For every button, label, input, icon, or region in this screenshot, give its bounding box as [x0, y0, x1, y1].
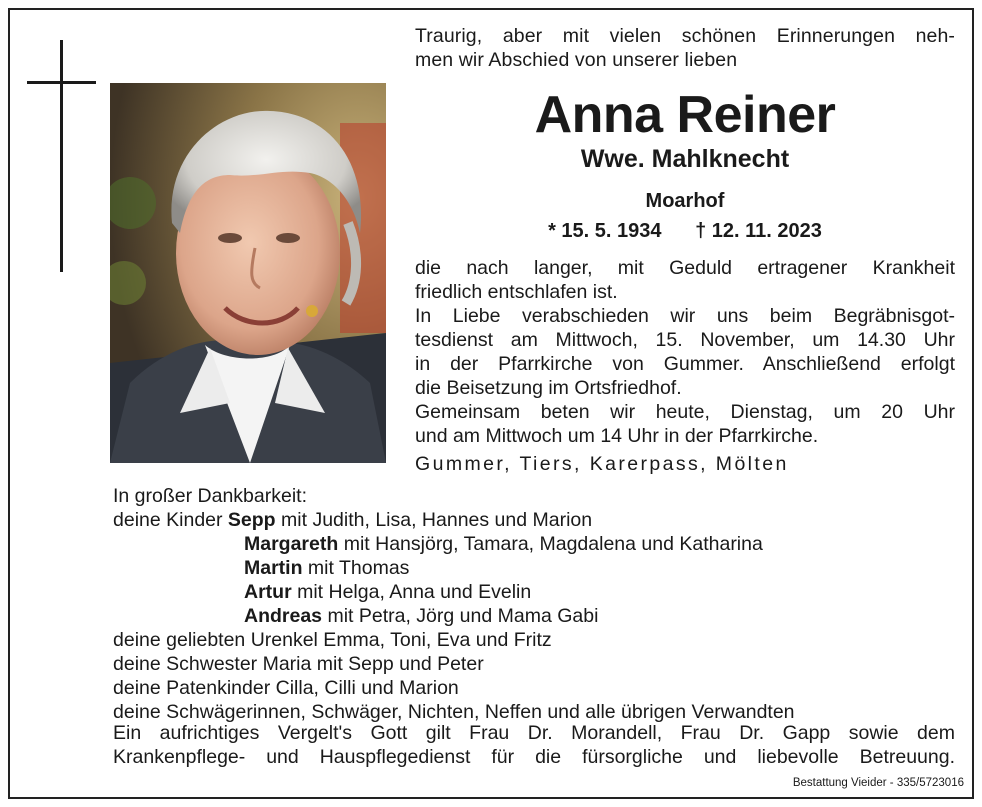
- closing-text: [113, 721, 955, 769]
- text-line: Gemeinsam beten wir heute, Dienstag, um 20 Uhr: [415, 401, 955, 423]
- farm-name: Moarhof: [645, 190, 725, 212]
- closing-line: Ein aufrichtiges Vergelt's Gott gilt Frau Dr. Morandell, Frau Dr. Gapp sowie dem: [113, 722, 955, 744]
- text-line: und am Mittwoch um 14 Uhr in der Pfarrkirche.: [415, 425, 819, 447]
- intro-text: [415, 24, 955, 72]
- text-line: die nach langer, mit Geduld ertragener Krankheit: [415, 257, 955, 279]
- intro-line: men wir Abschied von unserer lieben: [415, 49, 738, 71]
- child-family: mit Thomas: [307, 557, 410, 579]
- child-family: mit Judith, Lisa, Hannes und Marion: [281, 509, 593, 531]
- text-line: friedlich entschlafen ist.: [415, 281, 618, 303]
- mourner-line: [113, 580, 963, 604]
- widow-of: Wwe. Mahlknecht: [580, 145, 790, 173]
- child-family: mit Helga, Anna und Evelin: [297, 581, 532, 603]
- child-family: mit Hansjörg, Tamara, Magdalena und Katharina: [343, 533, 763, 555]
- mourner-line: deine geliebten Urenkel Emma, Toni, Eva und Fritz: [113, 629, 552, 651]
- portrait-photo: [110, 83, 386, 463]
- child-name: Artur: [244, 581, 292, 603]
- child-name: Margareth: [244, 533, 339, 555]
- mourner-line: [113, 604, 963, 628]
- mourners-list: [113, 484, 963, 724]
- thanks-heading: In großer Dankbarkeit:: [113, 485, 308, 507]
- closing-line: Krankenpflege- und Hauspflegedienst für die fürsorgliche und liebevolle Betreuung.: [113, 746, 955, 768]
- cross-icon: [60, 40, 63, 272]
- text-line: die Beisetzung im Ortsfriedhof.: [415, 377, 682, 399]
- mourner-line: [113, 556, 963, 580]
- text-line: tesdienst am Mittwoch, 15. November, um 14.30 Uhr: [415, 329, 955, 351]
- deceased-name: Anna Reiner: [534, 86, 836, 144]
- mourner-line: deine Patenkinder Cilla, Cilli und Marion: [113, 677, 459, 699]
- child-name: Martin: [244, 557, 303, 579]
- children-prefix: deine Kinder: [113, 509, 223, 531]
- intro-line: Traurig, aber mit vielen schönen Erinnerungen neh-: [415, 25, 955, 47]
- text-line: in der Pfarrkirche von Gummer. Anschließend erfolgt: [415, 353, 955, 375]
- mourner-line: [113, 532, 963, 556]
- mourner-line: deine Schwägerinnen, Schwäger, Nichten, Neffen und alle übrigen Verwandten: [113, 701, 795, 723]
- cross-icon-bar: [27, 81, 96, 84]
- death-date: † 12. 11. 2023: [695, 220, 822, 242]
- life-dates: [415, 218, 955, 244]
- mourner-line: [113, 508, 963, 532]
- child-name: Andreas: [244, 605, 323, 627]
- birth-date: * 15. 5. 1934: [548, 220, 662, 242]
- child-family: mit Petra, Jörg und Mama Gabi: [327, 605, 599, 627]
- child-name: Sepp: [227, 509, 276, 531]
- announcement-text: [415, 256, 955, 448]
- mourner-line: deine Schwester Maria mit Sepp und Peter: [113, 653, 484, 675]
- places-line: Gummer, Tiers, Karerpass, Mölten: [415, 453, 789, 475]
- text-line: In Liebe verabschieden wir uns beim Begräbnisgot-: [415, 305, 955, 327]
- funeral-home-contact: Bestattung Vieider - 335/5723016: [792, 777, 964, 789]
